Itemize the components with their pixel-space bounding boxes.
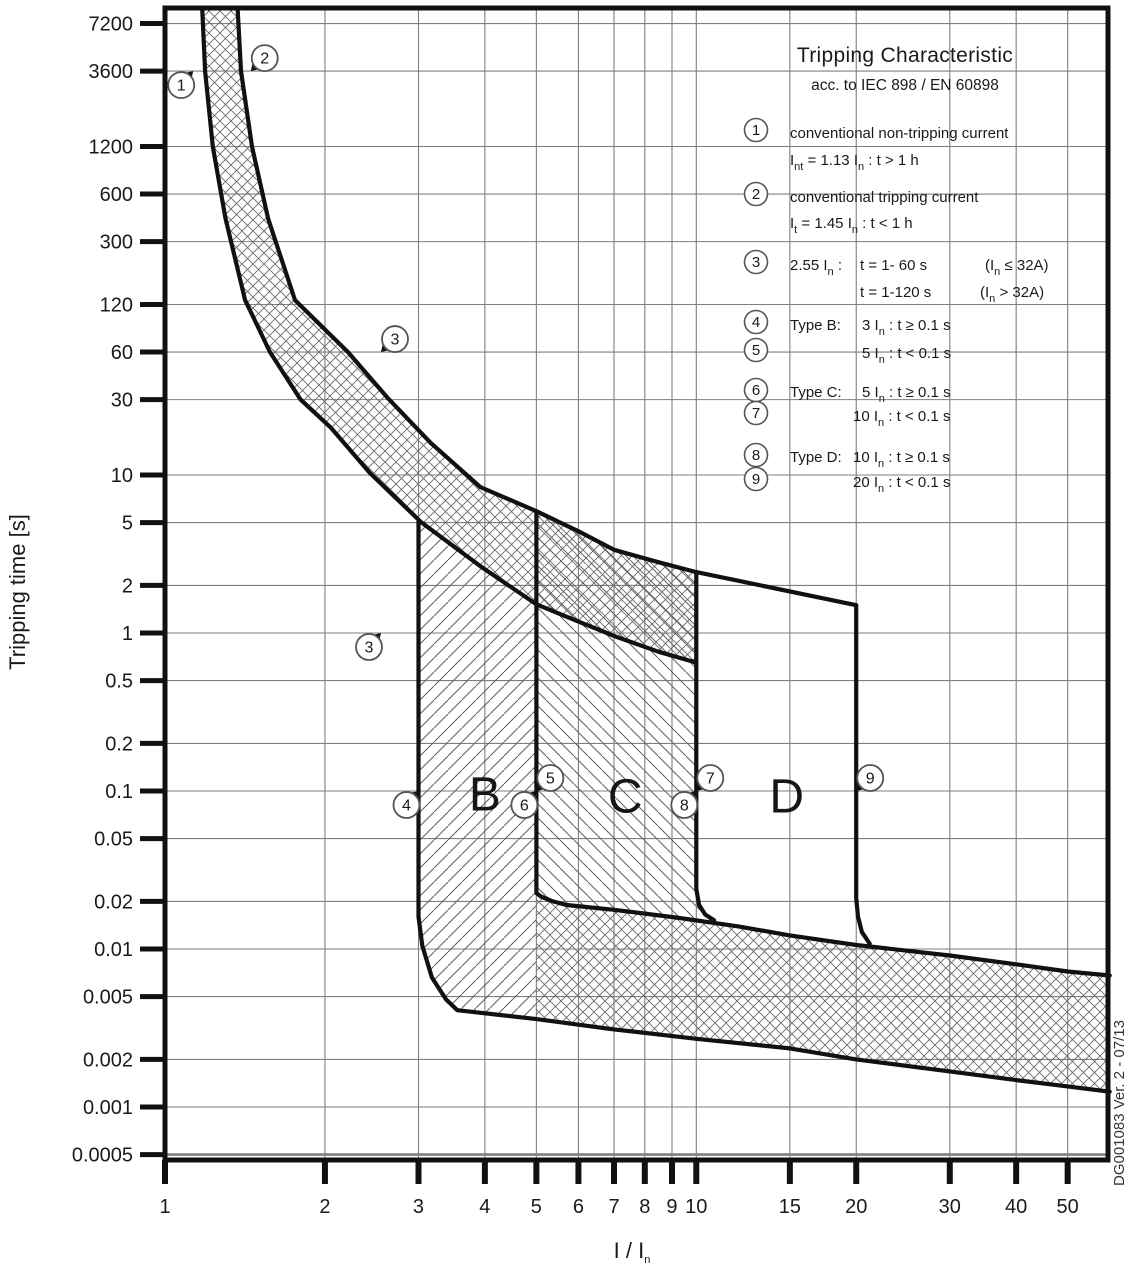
marker-7 bbox=[696, 765, 723, 791]
marker-4-number: 4 bbox=[402, 797, 411, 815]
legend-subtitle: acc. to IEC 898 / EN 60898 bbox=[811, 77, 999, 94]
region-label-C: C bbox=[607, 770, 643, 824]
marker-3 bbox=[356, 633, 382, 660]
y-tick-label-5: 5 bbox=[121, 512, 133, 535]
marker-3-number: 3 bbox=[390, 331, 400, 349]
x-tick-label-50: 50 bbox=[1056, 1196, 1079, 1218]
marker-4 bbox=[393, 791, 419, 818]
legend-item-9-number: 9 bbox=[751, 471, 761, 488]
x-tick-label-9: 9 bbox=[666, 1196, 678, 1218]
x-tick-label-6: 6 bbox=[572, 1196, 584, 1218]
y-tick-label-2: 2 bbox=[121, 575, 133, 598]
y-tick-label-120: 120 bbox=[99, 294, 133, 317]
legend-title: Tripping Characteristic bbox=[796, 44, 1014, 67]
legend-item-1-text-0: conventional non-tripping current bbox=[790, 125, 1009, 142]
y-tick-label-0.01: 0.01 bbox=[94, 939, 133, 961]
x-tick-label-3: 3 bbox=[412, 1196, 425, 1218]
legend-item-8-text-0: Type D: bbox=[790, 449, 842, 466]
y-tick-label-10: 10 bbox=[110, 465, 133, 487]
legend-item-4-text-1: 3 $I_n$ : t ≥ 0.1 s bbox=[862, 317, 951, 338]
legend-item-6-text-0: Type C: bbox=[790, 384, 842, 401]
legend-item-3-number: 3 bbox=[751, 254, 761, 271]
x-tick-label-5: 5 bbox=[530, 1196, 542, 1218]
y-tick-label-1200: 1200 bbox=[88, 136, 133, 159]
marker-1 bbox=[168, 71, 194, 98]
region-label-B: B bbox=[468, 768, 501, 822]
legend-item-8-text-1: 10 $I_n$ : t ≥ 0.1 s bbox=[853, 449, 950, 470]
legend-item-3-text-1: t = 1- 60 s bbox=[860, 257, 928, 274]
legend-item-5-text-0: 5 $I_n$ : t < 0.1 s bbox=[862, 345, 952, 366]
y-tick-label-0.0005: 0.0005 bbox=[71, 1144, 133, 1167]
region-type-c-hatch bbox=[536, 511, 714, 920]
marker-8 bbox=[671, 791, 697, 818]
y-tick-label-600: 600 bbox=[99, 184, 133, 207]
x-tick-label-10: 10 bbox=[685, 1196, 708, 1218]
legend-item-3-text-4: $(I_n > 32A)$ bbox=[980, 284, 1045, 305]
marker-9 bbox=[856, 765, 883, 791]
y-tick-label-0.2: 0.2 bbox=[105, 733, 133, 756]
marker-1-number: 1 bbox=[176, 77, 186, 95]
legend-item-8-number: 8 bbox=[751, 447, 761, 464]
marker-8-number: 8 bbox=[679, 797, 689, 815]
y-tick-label-0.002: 0.002 bbox=[82, 1049, 133, 1072]
y-tick-label-1: 1 bbox=[121, 623, 133, 645]
y-tick-label-3600: 3600 bbox=[88, 61, 133, 84]
marker-2-number: 2 bbox=[260, 50, 270, 68]
x-tick-label-1: 1 bbox=[159, 1196, 171, 1218]
x-tick-label-30: 30 bbox=[938, 1196, 961, 1218]
marker-5-number: 5 bbox=[545, 770, 555, 788]
marker-5 bbox=[536, 765, 563, 791]
legend-item-1-text-1: $I_{nt} = 1.13$ $I_n$ : t > 1 h bbox=[790, 152, 919, 173]
y-tick-label-7200: 7200 bbox=[88, 13, 133, 36]
x-tick-label-7: 7 bbox=[608, 1196, 620, 1218]
legend-item-3-text-0: 2.55 $I_n$ : bbox=[790, 257, 842, 278]
x-axis-title: I / $I_n$ bbox=[613, 1238, 651, 1266]
x-tick-label-20: 20 bbox=[845, 1196, 868, 1218]
legend-item-7-number: 7 bbox=[751, 405, 761, 422]
x-tick-label-15: 15 bbox=[778, 1196, 801, 1218]
region-label-D: D bbox=[769, 770, 805, 824]
legend-item-6-text-1: 5 $I_n$ : t ≥ 0.1 s bbox=[862, 384, 951, 405]
x-tick-label-8: 8 bbox=[639, 1196, 651, 1218]
marker-2 bbox=[251, 45, 278, 71]
marker-6-number: 6 bbox=[519, 797, 529, 815]
y-tick-label-30: 30 bbox=[110, 389, 133, 412]
y-tick-label-0.001: 0.001 bbox=[82, 1097, 133, 1119]
legend-item-3-text-2: $(I_n \le 32A)$ bbox=[985, 257, 1049, 278]
marker-3-number: 3 bbox=[364, 639, 374, 657]
x-tick-label-4: 4 bbox=[479, 1196, 491, 1218]
legend-item-2-text-1: $I_t = 1.45$ $I_n$ : t < 1 h bbox=[790, 215, 913, 236]
marker-7-number: 7 bbox=[705, 770, 715, 788]
marker-9-number: 9 bbox=[865, 770, 875, 788]
doc-code-vertical: DG001083 Ver. 2 - 07/13 bbox=[1111, 1020, 1128, 1186]
y-tick-label-0.005: 0.005 bbox=[82, 986, 133, 1009]
legend-item-6-number: 6 bbox=[751, 382, 761, 399]
y-tick-label-60: 60 bbox=[110, 342, 133, 365]
legend-item-2-text-0: conventional tripping current bbox=[790, 189, 979, 206]
y-tick-label-300: 300 bbox=[99, 231, 133, 254]
marker-3 bbox=[381, 326, 408, 352]
y-tick-label-0.02: 0.02 bbox=[94, 891, 133, 914]
y-tick-label-0.1: 0.1 bbox=[105, 781, 133, 803]
y-tick-label-0.05: 0.05 bbox=[94, 828, 133, 851]
y-tick-label-0.5: 0.5 bbox=[105, 670, 133, 693]
legend-item-3-text-3: t = 1-120 s bbox=[860, 284, 932, 301]
legend-item-7-text-0: 10 $I_n$ : t < 0.1 s bbox=[853, 408, 951, 429]
legend-item-2-number: 2 bbox=[751, 186, 761, 203]
legend-item-4-number: 4 bbox=[751, 314, 761, 331]
y-axis-title: Tripping time [s] bbox=[5, 514, 30, 670]
legend-item-4-text-0: Type B: bbox=[790, 317, 841, 334]
legend-item-5-number: 5 bbox=[751, 342, 761, 359]
legend-item-9-text-0: 20 $I_n$ : t < 0.1 s bbox=[853, 474, 951, 495]
x-tick-label-2: 2 bbox=[319, 1196, 331, 1218]
x-tick-label-40: 40 bbox=[1005, 1196, 1028, 1218]
legend-item-1-number: 1 bbox=[751, 122, 761, 139]
marker-6 bbox=[511, 791, 537, 818]
